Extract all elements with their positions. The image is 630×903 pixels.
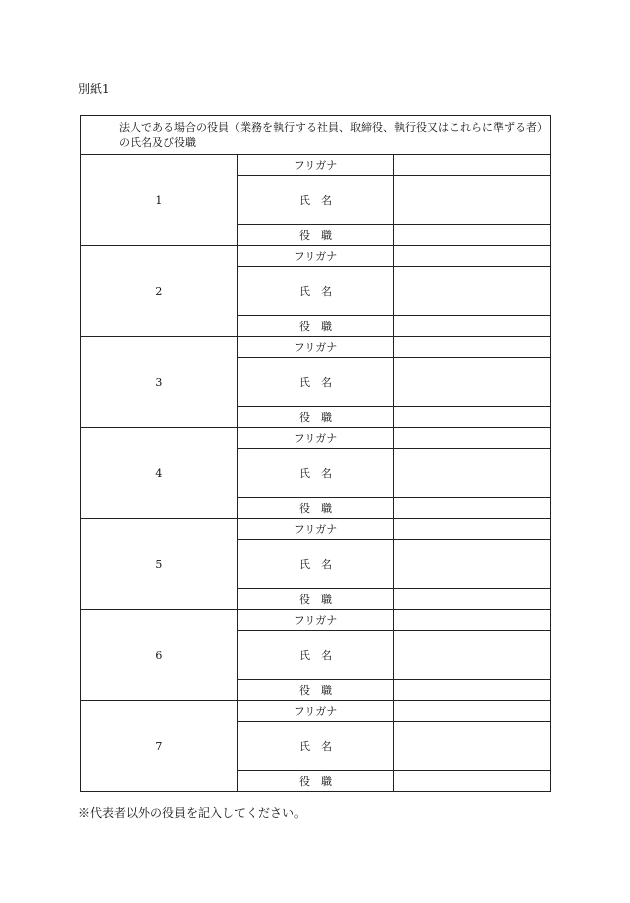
name-label: 氏 名 — [237, 540, 394, 589]
officer-row-5 — [81, 519, 551, 540]
name-field[interactable] — [394, 176, 551, 225]
name-field[interactable] — [394, 631, 551, 680]
table-header-row — [81, 116, 551, 155]
position-field[interactable] — [394, 225, 551, 246]
position-label: 役 職 — [237, 771, 394, 792]
position-field[interactable] — [394, 771, 551, 792]
furigana-label: フリガナ — [237, 337, 394, 358]
officer-row-2 — [81, 246, 551, 267]
name-field[interactable] — [394, 722, 551, 771]
footnote: ※代表者以外の役員を記入してください。 — [78, 806, 307, 820]
furigana-label: フリガナ — [237, 428, 394, 449]
row-number: 6 — [81, 610, 238, 701]
name-label: 氏 名 — [237, 722, 394, 771]
row-number: 3 — [81, 337, 238, 428]
officer-row-3 — [81, 337, 551, 358]
officers-table — [80, 115, 551, 792]
furigana-label: フリガナ — [237, 246, 394, 267]
furigana-field[interactable] — [394, 610, 551, 631]
furigana-field[interactable] — [394, 519, 551, 540]
position-label: 役 職 — [237, 498, 394, 519]
furigana-label: フリガナ — [237, 701, 394, 722]
furigana-field[interactable] — [394, 337, 551, 358]
officer-row-6 — [81, 610, 551, 631]
position-label: 役 職 — [237, 407, 394, 428]
row-number: 2 — [81, 246, 238, 337]
position-field[interactable] — [394, 407, 551, 428]
furigana-label: フリガナ — [237, 155, 394, 176]
name-label: 氏 名 — [237, 267, 394, 316]
attachment-label: 別紙1 — [78, 82, 110, 96]
name-field[interactable] — [394, 358, 551, 407]
furigana-field[interactable] — [394, 155, 551, 176]
furigana-field[interactable] — [394, 701, 551, 722]
name-field[interactable] — [394, 449, 551, 498]
name-label: 氏 名 — [237, 358, 394, 407]
row-number: 5 — [81, 519, 238, 610]
position-field[interactable] — [394, 316, 551, 337]
name-label: 氏 名 — [237, 176, 394, 225]
name-field[interactable] — [394, 540, 551, 589]
row-number: 4 — [81, 428, 238, 519]
position-label: 役 職 — [237, 589, 394, 610]
officer-row-7 — [81, 701, 551, 722]
name-field[interactable] — [394, 267, 551, 316]
position-label: 役 職 — [237, 316, 394, 337]
position-label: 役 職 — [237, 680, 394, 701]
position-label: 役 職 — [237, 225, 394, 246]
furigana-field[interactable] — [394, 428, 551, 449]
row-number: 7 — [81, 701, 238, 792]
position-field[interactable] — [394, 680, 551, 701]
name-label: 氏 名 — [237, 449, 394, 498]
name-label: 氏 名 — [237, 631, 394, 680]
position-field[interactable] — [394, 589, 551, 610]
position-field[interactable] — [394, 498, 551, 519]
officer-row-4 — [81, 428, 551, 449]
furigana-label: フリガナ — [237, 610, 394, 631]
table-header: 法人である場合の役員（業務を執行する社員、取締役、執行役又はこれらに準ずる者）の氏名及び役職 — [81, 116, 551, 155]
furigana-label: フリガナ — [237, 519, 394, 540]
row-number: 1 — [81, 155, 238, 246]
furigana-field[interactable] — [394, 246, 551, 267]
officer-row-1 — [81, 155, 551, 176]
